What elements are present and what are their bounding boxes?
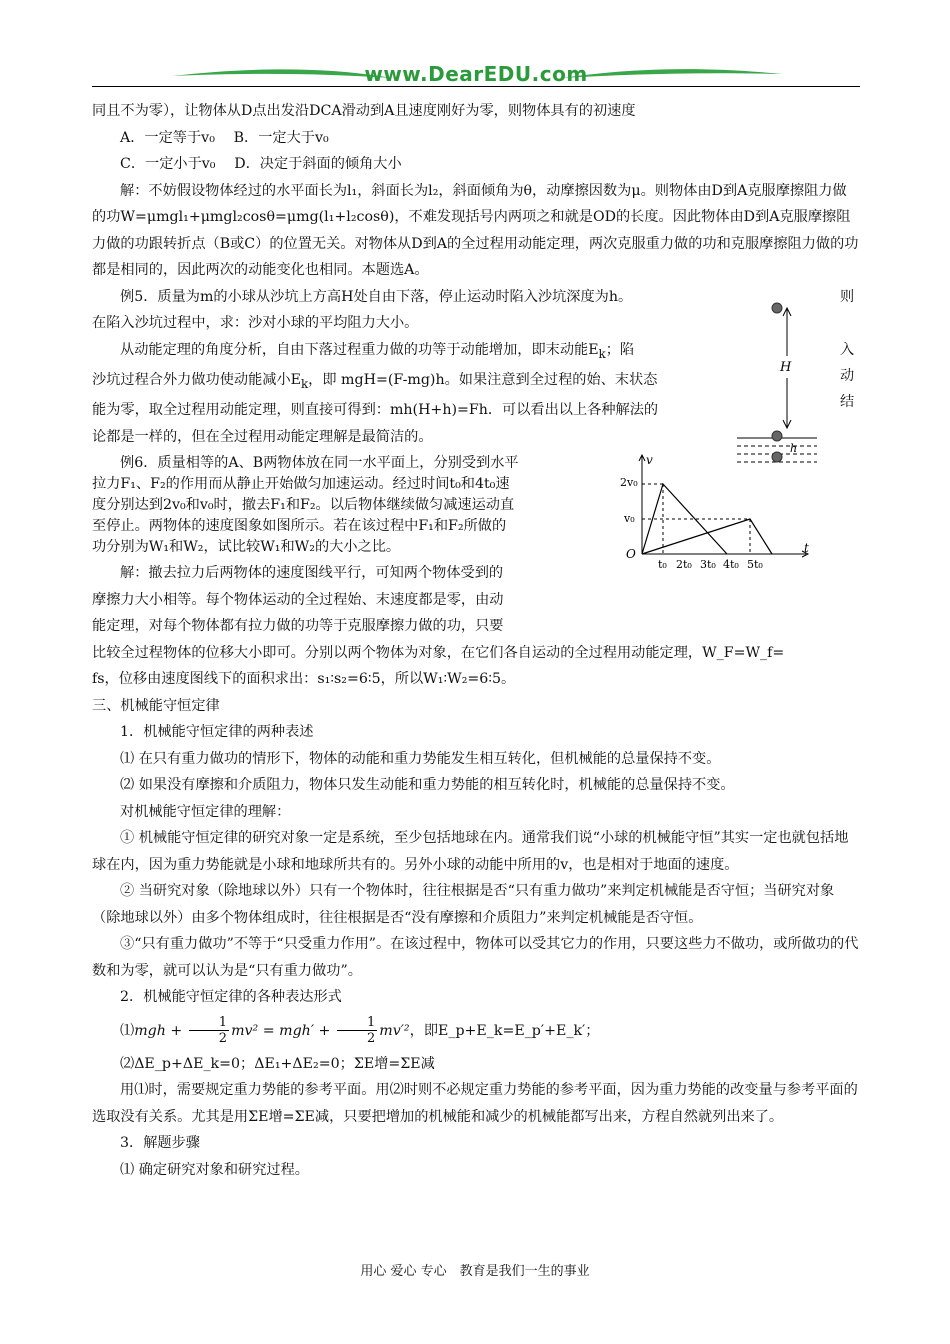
example6-line: 至停止。两物体的速度图象如图所示。若在该过程中F₁和F₂所做的 — [92, 518, 507, 535]
example5-line: 论都是一样的，但在全过程用动能定理解是最简洁的。 — [92, 428, 433, 445]
solution6-line: fs，位移由速度图线下的面积求出：s₁∶s₂=6∶5，所以W₁∶W₂=6∶5。 — [92, 671, 516, 688]
t-label: t — [804, 541, 809, 555]
ball-surface — [772, 431, 782, 441]
solution6-line: 摩擦力大小相等。每个物体运动的全过程始、末速度都是零，由动 — [92, 591, 504, 608]
page-header — [92, 62, 860, 92]
option-line: C．一定小于v₀ D．决定于斜面的倾角大小 — [120, 156, 402, 172]
series-B — [642, 519, 772, 554]
y-tick-2v0: 2v₀ — [620, 476, 638, 489]
para: ① 机械能守恒定律的研究对象一定是系统，至少包括地球在内。通常我们说“小球的机械能守恒”其实一定也就包括地球在内，因为重力势能就是小球和地球所共有的。另外小球的动能中所用的v，也是相对于地面的速度。 — [92, 830, 849, 873]
para: 同且不为零），让物体从D点出发沿DCA滑动到A且速度刚好为零，则物体具有的初速度 — [92, 103, 636, 119]
para: 用⑴时，需要规定重力势能的参考平面。用⑵时则不必规定重力势能的参考平面，因为重力势能的改变量与参考平面的选取没有关系。尤其是用ΣE增=ΣE减，只要把增加的机械能和减少的机械能都写出来，方程自然就列出来了。 — [92, 1082, 858, 1125]
y-tick-v0: v₀ — [624, 512, 635, 525]
wrap-char: 动 — [840, 368, 855, 384]
example5-line: 沙坑过程合外力做功使动能减小$E_k$，即 mgH=(F-mg)h。如果注意到全过程的始、末状态 — [92, 371, 658, 391]
x-tick: 2t₀ — [676, 558, 692, 571]
wrap-char: 则 — [840, 289, 855, 305]
ball-top — [772, 303, 782, 313]
formula-line-1: ⑴mgh + $\frac{1}{2}$ mv² = mgh′ + $\frac{1}{2}$ mv′²，即E_p+E_k=E_p′+E_k′； — [120, 1015, 600, 1047]
subheading: 2．机械能守恒定律的各种表达形式 — [120, 989, 342, 1006]
header-rule — [92, 86, 860, 87]
fraction: $\frac{1}{2}$ — [337, 1015, 377, 1046]
solution6-line: 解：撤去拉力后两物体的速度图线平行，可知两个物体受到的 — [120, 565, 504, 582]
example5-line: 例5．质量为m的小球从沙坑上方高H处自由下落，停止运动时陷入沙坑深度为h。 — [120, 288, 633, 305]
page-footer: 用心 爱心 专心 教育是我们一生的事业 — [360, 1264, 590, 1279]
origin-label: O — [626, 547, 636, 561]
example6-line: 功分别为W₁和W₂，试比较W₁和W₂的大小之比。 — [92, 539, 401, 556]
x-tick: 3t₀ — [700, 558, 716, 571]
x-tick: 4t₀ — [723, 558, 739, 571]
wrap-char: 结 — [840, 394, 855, 410]
x-tick: 5t₀ — [747, 558, 763, 571]
example5-line: 能为零，取全过程用动能定理，则直接可得到：mh(H+h)=Fh．可以看出以上各种解法的 — [92, 402, 659, 419]
example5-line: 在陷入沙坑过程中，求：沙对小球的平均阻力大小。 — [92, 315, 419, 331]
fraction: $\frac{1}{2}$ — [189, 1015, 229, 1046]
example6-line: 拉力F₁、F₂的作用而从静止开始做匀加速运动。经过时间t₀和4t₀速 — [92, 476, 510, 493]
formula-line-2: ⑵ΔE_p+ΔE_k=0；ΔE₁+ΔE₂=0；ΣE增=ΣE减 — [120, 1055, 435, 1072]
para: ⑵ 如果没有摩擦和介质阻力，物体只发生动能和重力势能的相互转化时，机械能的总量保持不变。 — [120, 777, 735, 794]
label-H: H — [780, 360, 792, 375]
para: ⑴ 在只有重力做功的情形下，物体的动能和重力势能发生相互转化，但机械能的总量保持不变。 — [120, 750, 721, 767]
option-line: A．一定等于v₀ B．一定大于v₀ — [120, 129, 329, 146]
v-label: v — [646, 453, 653, 467]
section-heading: 三、机械能守恒定律 — [92, 697, 220, 714]
header-brand: www.DearEDU.com — [364, 62, 588, 86]
para: 对机械能守恒定律的理解： — [120, 803, 291, 820]
x-tick: t₀ — [658, 558, 667, 571]
para: ③“只有重力做功”不等于“只受重力作用”。在该过程中，物体可以受其它力的作用，只要这些力不做功，或所做功的代数和为零，就可以认为是“只有重力做功”。 — [92, 936, 859, 979]
sand-pit-figure — [732, 296, 822, 471]
example6-line: 例6．质量相等的A、B两物体放在同一水平面上，分别受到水平 — [120, 455, 519, 472]
wrap-char: 入 — [840, 342, 855, 358]
para: ② 当研究对象（除地球以外）只有一个物体时，往往根据是否“只有重力做功”来判定机械能是否守恒；当研究对象（除地球以外）由多个物体组成时，往往根据是否“没有摩擦和介质阻力”来判定机械能是否守恒。 — [92, 883, 835, 926]
label-h: h — [790, 442, 798, 455]
solution-para: 解：不妨假设物体经过的水平面长为l₁，斜面长为l₂，斜面倾角为θ，动摩擦因数为μ。则物体由D到A克服摩擦阻力做的功W=μmgl₁+μmgl₂cosθ=μmg(l₁+l₂cosθ)，不难发现括号内两项之和就是OD的长度。因此物体由D到A克服摩擦阻力做的功跟转折点（B或C）的位置无关。对物体从D到A的全过程用动能定理，两次克服重力做的功和克服摩擦阻力做的功都是相同的，因此两次的动能变化也相同。本题选A。 — [92, 182, 859, 278]
solution6-line: 比较全过程物体的位移大小即可。分别以两个物体为对象，在它们各自运动的全过程用动能定理，W_F=W_f= — [92, 644, 785, 661]
solution6-line: 能定理，对每个物体都有拉力做的功等于克服摩擦力做的功，只要 — [92, 618, 504, 635]
velocity-time-graph — [620, 452, 816, 574]
subheading: 3．解题步骤 — [120, 1135, 200, 1152]
body-text — [92, 98, 860, 1183]
example6-line: 度分别达到2v₀和v₀时，撤去F₁和F₂。以后物体继续做匀减速运动直 — [92, 497, 515, 514]
subheading: 1．机械能守恒定律的两种表述 — [120, 724, 314, 741]
example5-line: 从动能定理的角度分析，自由下落过程重力做的功等于动能增加，即末动能$E_k$；陷 — [120, 341, 635, 361]
para: ⑴ 确定研究对象和研究过程。 — [120, 1161, 309, 1178]
